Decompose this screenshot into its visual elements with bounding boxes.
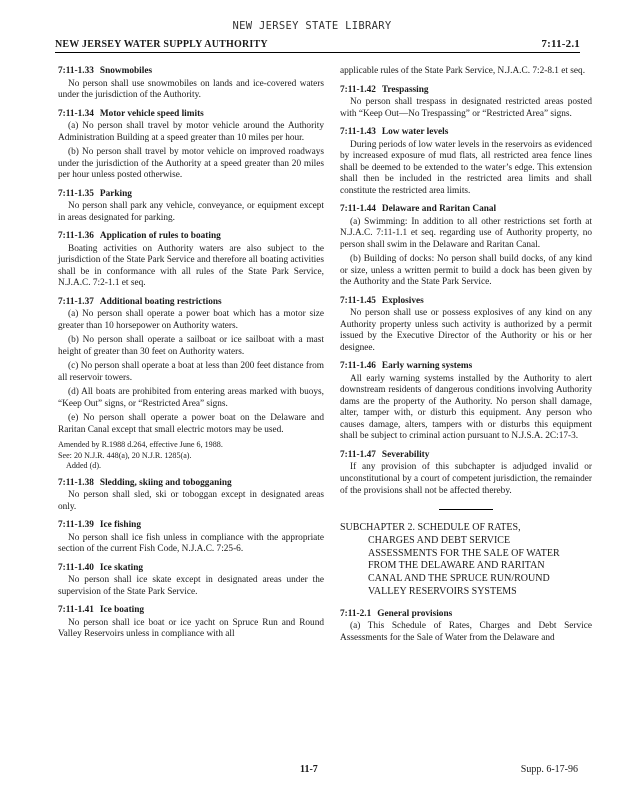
section-title: Parking xyxy=(99,188,132,199)
subchapter-heading xyxy=(340,522,592,599)
section-title: Ice skating xyxy=(99,562,144,573)
section xyxy=(58,66,324,102)
section-title: Delaware and Raritan Canal xyxy=(381,204,497,215)
section-heading xyxy=(58,297,324,309)
section xyxy=(340,361,592,443)
library-stamp: NEW JERSEY STATE LIBRARY xyxy=(232,20,392,32)
page-number: 11-7 xyxy=(300,764,318,775)
section-number: 7:11-1.43 xyxy=(340,127,376,138)
section-title: Snowmobiles xyxy=(99,66,153,76)
subchapter-title-line: VALLEY RESERVOIRS SYSTEMS xyxy=(368,586,517,597)
section-number: 7:11-1.41 xyxy=(58,605,94,616)
chapter-number: 7:11-2.1 xyxy=(541,38,580,50)
amendment-note-line: See: 20 N.J.R. 448(a), 20 N.J.R. 1285(a). xyxy=(58,450,192,460)
amendment-note xyxy=(58,440,324,470)
left-column xyxy=(58,66,324,648)
header-rule xyxy=(55,52,580,53)
subchapter-title-line: FROM THE DELAWARE AND RARITAN xyxy=(368,560,545,572)
section xyxy=(58,189,324,225)
section xyxy=(58,297,324,471)
section xyxy=(58,478,324,514)
section-heading xyxy=(340,204,592,216)
section-number: 7:11-1.36 xyxy=(58,231,94,242)
section-paragraph: If any provision of this subchapter is adjudged invalid or unconstitutional by a court of competent jurisdiction, the remainder of the provisions shall not be affected thereby. xyxy=(340,462,592,496)
section xyxy=(58,109,324,182)
section-title: General provisions xyxy=(377,608,453,619)
section-paragraph: All early warning systems installed by the Authority to alert downstream residents of dangerous conditions involving Authority dams are the property of the Authority. No person shall damage, alter, tamper with, or disturb this equipment. Any person who causes damage, alters, tampers with or disturbs this equipment shall be subject to criminal action pursuant to N.J.S.A. 2C:17-3. xyxy=(340,373,592,442)
section xyxy=(58,520,324,556)
section-heading xyxy=(340,127,592,139)
section-paragraph: No person shall park any vehicle, conveyance, or equipment except in areas designated for parking. xyxy=(58,201,324,223)
section xyxy=(58,231,324,290)
section-paragraph: No person shall ice skate except in designated areas under the supervision of the State Park Service. xyxy=(58,575,324,597)
supplement-date: Supp. 6-17-96 xyxy=(520,764,578,775)
section-number: 7:11-2.1 xyxy=(340,608,372,619)
running-header xyxy=(55,38,580,50)
section-heading xyxy=(340,361,592,373)
section-divider xyxy=(439,509,493,510)
section-title: Low water levels xyxy=(381,127,449,138)
section-number: 7:11-1.33 xyxy=(58,66,94,76)
section-heading xyxy=(58,605,324,617)
section-heading xyxy=(58,109,324,121)
section-paragraph: No person shall ice fish unless in compliance with the appropriate section of the current Fish Code, N.J.A.C. 7:25-6. xyxy=(58,532,324,555)
section xyxy=(340,204,592,289)
section xyxy=(340,609,592,645)
section-heading xyxy=(58,520,324,532)
section-title: Additional boating restrictions xyxy=(99,296,222,307)
section-number: 7:11-1.45 xyxy=(340,295,376,306)
subchapter-title-line: CANAL AND THE SPRUCE RUN/ROUND xyxy=(368,573,550,585)
section-paragraph: No person shall use snowmobiles on lands and ice-covered waters under the jurisdiction of the Authority. xyxy=(58,78,324,101)
section xyxy=(340,296,592,355)
section-number: 7:11-1.47 xyxy=(340,449,376,460)
section-paragraph: (c) No person shall operate a boat at less than 200 feet distance from all reservoir towers. xyxy=(58,361,324,383)
section-paragraph: (e) No person shall operate a power boat on the Delaware and Raritan Canal except that small electric motors may be used. xyxy=(58,413,324,435)
section-paragraph: (b) No person shall travel by motor vehicle on improved roadways under the jurisdiction of the Authority at a speed greater than 20 miles per hour unless posted otherwise. xyxy=(58,147,324,181)
section-heading xyxy=(340,450,592,462)
section-heading xyxy=(58,189,324,201)
section-number: 7:11-1.40 xyxy=(58,562,94,573)
section-number: 7:11-1.34 xyxy=(58,108,94,119)
section-paragraph: (a) Swimming: In addition to all other restrictions set forth at N.J.A.C. 7:11-1.1 et seq. regarding use of Authority property, no person shall swim in the Delaware and Raritan Canal. xyxy=(340,216,592,250)
section-title: Sledding, skiing and tobogganing xyxy=(99,477,232,488)
section-number: 7:11-1.38 xyxy=(58,477,94,488)
section-heading xyxy=(340,296,592,308)
section-title: Explosives xyxy=(381,295,424,306)
section-number: 7:11-1.44 xyxy=(340,204,376,215)
section-heading xyxy=(58,563,324,575)
section xyxy=(58,563,324,599)
section xyxy=(340,127,592,197)
section-paragraph: No person shall use or possess explosives of any kind on any Authority property unless such activity is authorized by a permit issued by the Executive Director of the Authority or his or her designee. xyxy=(340,308,592,353)
section-paragraph: (b) Building of docks: No person shall build docks, of any kind or size, unless a written permit to build a dock has been given by the Authority and the State Park Service. xyxy=(340,254,592,288)
amendment-note-line: Amended by R.1988 d.264, effective June 6, 1988. xyxy=(58,440,223,450)
section-number: 7:11-1.37 xyxy=(58,296,94,307)
section-paragraph: (a) This Schedule of Rates, Charges and Debt Service Assessments for the Sale of Water from the Delaware and xyxy=(340,621,592,643)
section xyxy=(340,85,592,121)
section xyxy=(58,605,324,641)
section-number: 7:11-1.42 xyxy=(340,84,376,95)
section-paragraph: (b) No person shall operate a sailboat or ice sailboat with a mast height of greater than 30 feet on Authority waters. xyxy=(58,335,324,357)
section-number: 7:11-1.35 xyxy=(58,188,94,199)
section-title: Severability xyxy=(381,449,430,460)
section-paragraph: (d) All boats are prohibited from entering areas marked with buoys, “Keep Out” signs, or “Restricted Area” signs. xyxy=(58,387,324,409)
section-paragraph: No person shall sled, ski or toboggan except in designated areas only. xyxy=(58,490,324,512)
section-title: Ice boating xyxy=(99,605,145,616)
section-paragraph: Boating activities on Authority waters are also subject to the jurisdiction of the State Park Service and therefore all boating activities shall be in conformance with all rules of the State Park Service, N.J.A.C. 7:2-1.1 et seq. xyxy=(58,243,324,289)
subchapter-title-line: SUBCHAPTER 2. SCHEDULE OF RATES, xyxy=(340,522,521,534)
right-sections xyxy=(340,85,592,498)
section-heading xyxy=(340,85,592,97)
subchapter-title-line: CHARGES AND DEBT SERVICE xyxy=(368,534,511,546)
subchapter-title-line: ASSESSMENTS FOR THE SALE OF WATER xyxy=(368,547,560,559)
section-heading xyxy=(58,66,324,78)
section-title: Motor vehicle speed limits xyxy=(99,108,204,119)
section-title: Trespassing xyxy=(381,84,429,95)
section-title: Ice fishing xyxy=(99,520,141,531)
amendment-note-line: Added (d). xyxy=(66,460,102,470)
section-title: Application of rules to boating xyxy=(99,231,221,242)
agency-name: NEW JERSEY WATER SUPPLY AUTHORITY xyxy=(55,39,268,50)
section-number: 7:11-1.39 xyxy=(58,520,94,531)
section-paragraph: No person shall ice boat or ice yacht on Spruce Run and Round Valley Reservoirs unless in compliance with all xyxy=(58,617,324,640)
section-title: Early warning systems xyxy=(381,361,473,372)
section-paragraph: (a) No person shall operate a power boat which has a motor size greater than 10 horsepower on Authority waters. xyxy=(58,309,324,331)
section xyxy=(340,450,592,497)
right-column xyxy=(340,66,592,651)
section-number: 7:11-1.46 xyxy=(340,361,376,372)
section-heading xyxy=(340,609,592,621)
section-heading xyxy=(58,478,324,490)
continued-text: applicable rules of the State Park Service, N.J.A.C. 7:2-8.1 et seq. xyxy=(340,66,586,76)
section-heading xyxy=(58,231,324,243)
section-paragraph: (a) No person shall travel by motor vehicle around the Authority Administration Building at a speed greater than 10 miles per hour. xyxy=(58,121,324,143)
section-paragraph: No person shall trespass in designated restricted areas posted with “Keep Out—No Trespassing” or “Restricted Area” signs. xyxy=(340,97,592,119)
section-paragraph: During periods of low water levels in the reservoirs as evidenced by increased exposure of mud flats, all restricted area fence lines shall be deemed to be extended to the water’s edge. This extension shall then be included in the restricted area limits and shall constitute the restricted area limits. xyxy=(340,139,592,196)
